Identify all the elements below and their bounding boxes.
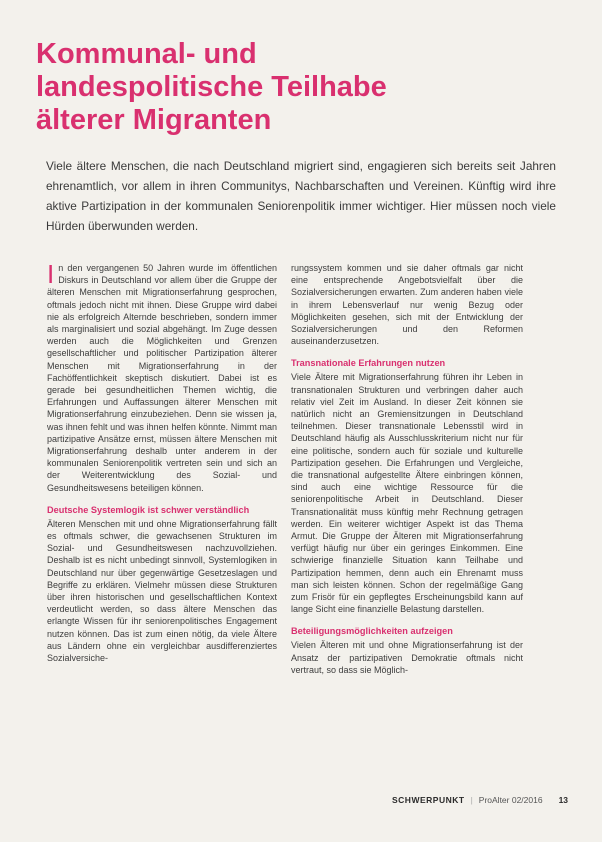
intro-paragraph (47, 259, 277, 494)
paragraph-beteiligung: Vielen Älteren mit und ohne Migrationserfahrung ist der Ansatz der partizipativen Demokratie oftmals nicht vertraut, so dass sie Möglich- (291, 640, 523, 675)
page-number: 13 (558, 795, 569, 805)
article-title (36, 38, 516, 137)
paragraph-transnational: Viele Ältere mit Migrationserfahrung führen ihr Leben in transnationalen Strukturen und verbringen daher auch relativ viel Zeit im Ausland. In dieser Zeit können sie natürlich nicht an Gremiensitzungen in Deutschland teilnehmen. Dieser transnationale Lebensstil wird in Deutschland häufig als Ausschlusskriterium nicht nur für eine politische, sondern auch für soziale und kulturelle Partizipation gesehen. Die Erfahrungen und Vergleiche, die transnational aufgestellte Ältere einbringen können, sind auch eine wichtige Ressource für die seniorenpolitische Arbeit in Deutschland. Dieser Transnationalität muss künftig mehr Rechnung getragen werden. Ein weiterer wichtiger Aspekt ist das Thema Armut. Die Gruppe der Älteren mit Migrationserfahrung verfügt häufig nur über ein geringes Einkommen. Eine schwierige finanzielle Situation kann Teilhabe und Partizipation hemmen, denn auch ein Ehrenamt muss man sich leisten können. Schon der regelmäßige Gang zum Frisör für ein gepflegtes Erscheinungsbild kann auf lange Sicht eine finanzielle Belastung darstellen. (291, 372, 523, 615)
intro-text: n den vergangenen 50 Jahren wurde im öffentlichen Diskurs in Deutschland vor allem über die Gruppe der älteren Menschen mit Migrationserfahrung gesprochen, oftmals jedoch nicht mit ihnen. Diese Gruppe wird dabei nie als erfolgreich Alternde beschrieben, sondern immer als marginalisiert und sozial abgehängt. Im Zuge dessen werden auch die Möglichkeiten und Grenzen gesellschaftlicher und politischer Partizipation älterer Menschen mit Migrationserfahrung in der Fachöffentlichkeit skeptisch diskutiert. Dabei ist es gerade bei gesundheitlichen Themen wichtig, die Erfahrungen und Auffassungen älterer Menschen mit Migrationserfahrung einzubeziehen. Denn sie wissen ja, was ihnen fehlt und was ihnen helfen könnte. Nimmt man partizipative Ansätze ernst, müssen ältere Menschen mit Migrationserfahrung deshalb unter anderem in der kommunalen Seniorenpolitik vertreten sein und sich an der Weiterentwicklung des Sozial- und Gesundheitswesens beteiligen können. (47, 263, 277, 493)
column-left (47, 259, 277, 664)
footer-issue: ProAlter 02/2016 (478, 795, 543, 805)
paragraph-systemlogik: Älteren Menschen mit und ohne Migrationserfahrung fällt es oftmals schwer, die gewachsenen Strukturen im Sozial- und Gesundheitswesen nachzuvollziehen. Deshalb ist es nicht unbedingt sinnvoll, Systemlogiken in Deutschland nur über gegenwärtige Gesetzeslagen und Begriffe zu erklären. Vielmehr müssen diese Strukturen über ihren historischen und gesellschaftlichen Kontext verdeutlicht werden, so dass ältere Menschen das erlangte Wissen für ihr seniorenpolitisches Engagement nutzen können. Das ist zum einen nötig, da viele Ältere aus Ländern ohne ein vergleichbar ausdifferenziertes Sozialversiche- (47, 518, 277, 664)
title-line-1: Kommunal- und (36, 38, 257, 70)
subheading-beteiligung: Beteiligungsmöglichkeiten aufzeigen (291, 626, 453, 637)
column-right (291, 262, 523, 676)
footer-section: SCHWERPUNKT (392, 795, 465, 805)
title-line-2: landespolitische Teilhabe (36, 71, 387, 103)
subheading-systemlogik: Deutsche Systemlogik ist schwer verständlich (47, 504, 250, 515)
subheading-transnational: Transnationale Erfahrungen nutzen (291, 358, 446, 369)
paragraph-continuation: rungssystem kommen und sie daher oftmals gar nicht eine entsprechende Angebotsvielfalt über die Sozialversicherungen erwarten. Zum anderen haben viele in ihrem Lebensverlauf nur wenig Bezug oder Möglichkeiten gesehen, sich mit der Entwicklung der Sozialversicherungen und den Reformen auseinanderzusetzen. (291, 263, 523, 347)
page-footer (392, 795, 582, 805)
drop-cap: I (47, 259, 55, 289)
article-lead: Viele ältere Menschen, die nach Deutschland migriert sind, engagieren sich bereits seit Jahren ehrenamtlich, vor allem in ihren Communitys, Nachbarschaften und Vereinen. Künftig wird ihre aktive Partizipation in der kommunalen Seniorenpolitik immer wichtiger. Hier müssen noch viele Hürden überwunden werden. (46, 159, 556, 233)
title-line-3: älterer Migranten (36, 104, 272, 136)
footer-divider: | (470, 795, 473, 805)
